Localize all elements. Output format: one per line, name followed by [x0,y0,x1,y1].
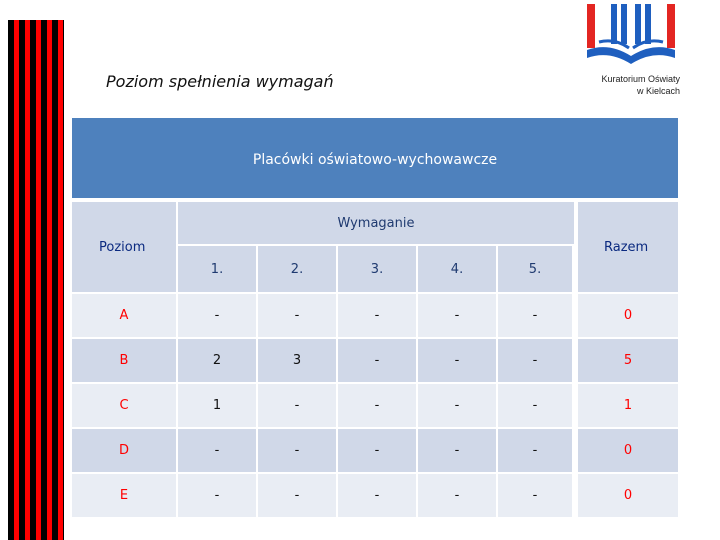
table-cell: - [418,474,496,517]
column-header-1: 1. [178,246,256,292]
table-cell: - [258,429,336,472]
table-cell: - [418,339,496,382]
requirements-table [72,202,678,520]
column-header-3: 3. [338,246,416,292]
table-cell: - [418,294,496,337]
decorative-stripes [8,20,64,540]
group-header-cell: Wymaganie [178,202,574,244]
table-cell: - [498,474,572,517]
row-total: 0 [578,474,678,517]
row-level-label: B [72,339,176,382]
row-total: 0 [578,294,678,337]
section-header: Placówki oświatowo-wychowawcze [252,152,498,168]
row-total: 5 [578,339,678,382]
table-cell: - [338,474,416,517]
table-cell: - [338,294,416,337]
table-cell: - [498,294,572,337]
column-header-4: 4. [418,246,496,292]
row-level-label: C [72,384,176,427]
table-cell: - [498,384,572,427]
row-total: 1 [578,384,678,427]
book-logo-icon [583,2,679,72]
table-cell: 2 [178,339,256,382]
table-cell: - [338,339,416,382]
row-header-label: Poziom [99,240,146,255]
organization-name: Kuratorium Oświaty w Kielcach [601,74,680,96]
row-level-label: A [72,294,176,337]
table-cell: - [178,474,256,517]
column-header-2: 2. [258,246,336,292]
row-total: 0 [578,429,678,472]
table-cell: - [178,429,256,472]
table-cell: - [258,384,336,427]
table-cell: - [258,294,336,337]
table-cell: 3 [258,339,336,382]
table-cell: - [338,384,416,427]
table-cell: - [498,339,572,382]
total-header-label: Razem [604,240,649,255]
section-header-band [72,118,678,198]
table-cell: - [498,429,572,472]
table-cell: - [338,429,416,472]
table-cell: - [418,384,496,427]
table-cell: 1 [178,384,256,427]
table-cell: - [178,294,256,337]
table-cell: - [418,429,496,472]
column-header-5: 5. [498,246,572,292]
table-cell: - [258,474,336,517]
row-level-label: D [72,429,176,472]
row-level-label: E [72,474,176,517]
slide-title: Poziom spełnienia wymagań [106,72,334,91]
